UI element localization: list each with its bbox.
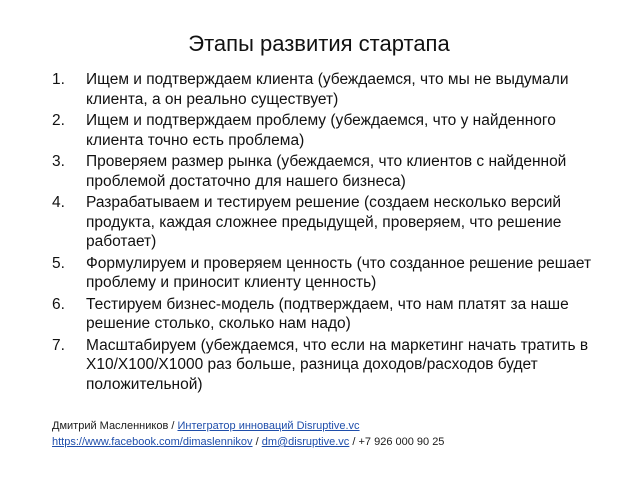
- step-text: Разрабатываем и тестируем решение (создаем несколько версий продукта, каждая сложнее предыдущей, проверяем, что решение работает): [86, 194, 562, 250]
- separator-text: /: [252, 436, 262, 448]
- list-item: [52, 70, 612, 109]
- facebook-link[interactable]: https://www.facebook.com/dimaslennikov: [52, 436, 253, 448]
- company-link[interactable]: Интегратор инноваций Disruptive.vc: [177, 420, 360, 432]
- step-text: Тестируем бизнес-модель (подтверждаем, что нам платят за наше решение столько, сколько нам надо): [86, 295, 569, 332]
- list-item: [52, 111, 612, 150]
- phone-text: / +7 926 000 90 25: [349, 436, 445, 448]
- step-number: 3.: [52, 153, 65, 170]
- list-item: [52, 193, 612, 252]
- step-text: Масштабируем (убеждаемся, что если на маркетинг начать тратить в Х10/Х100/Х1000 раз больше, разница доходов/расходов будет положительной): [86, 336, 589, 393]
- step-number: 5.: [52, 254, 65, 272]
- author-text: Дмитрий Масленников /: [52, 420, 178, 432]
- step-number: 7.: [52, 336, 65, 354]
- step-number: 2.: [52, 112, 65, 129]
- steps-list: [52, 70, 612, 396]
- step-text: Проверяем размер рынка (убеждаемся, что клиентов с найденной проблемой достаточно для нашего бизнеса): [86, 153, 567, 190]
- footer-line-1: [52, 418, 444, 434]
- footer-line-2: [52, 434, 444, 450]
- step-text: Формулируем и проверяем ценность (что созданное решение решает проблему и приносит клиенту ценность): [86, 254, 592, 291]
- step-number: 4.: [52, 194, 65, 211]
- email-link[interactable]: dm@disruptive.vc: [261, 436, 350, 448]
- step-number: 1.: [52, 71, 65, 88]
- footer: [52, 418, 444, 450]
- list-item: [52, 152, 612, 191]
- list-item: [52, 336, 612, 395]
- list-item: [52, 295, 612, 334]
- slide-title: Этапы развития стартапа: [188, 31, 450, 56]
- step-number: 6.: [52, 295, 65, 313]
- step-text: Ищем и подтверждаем проблему (убеждаемся, что у найденного клиента точно есть проблема): [86, 112, 556, 149]
- step-text: Ищем и подтверждаем клиента (убеждаемся, что мы не выдумали клиента, а он реально существует): [86, 71, 569, 108]
- list-item: [52, 254, 612, 293]
